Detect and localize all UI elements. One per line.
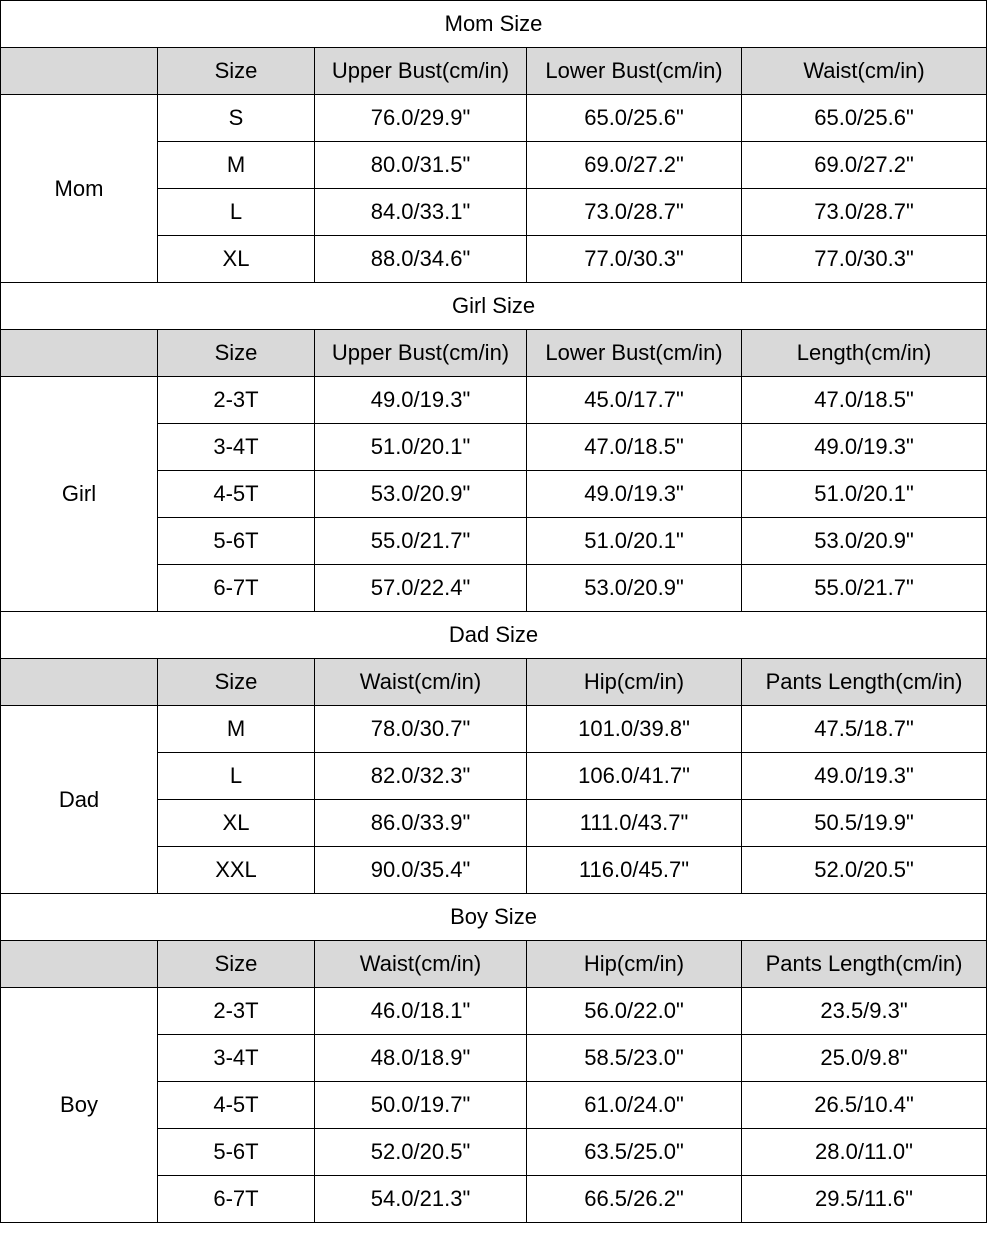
column-header xyxy=(1,330,158,377)
column-header: Waist(cm/in) xyxy=(315,941,527,988)
measurement-cell: 116.0/45.7" xyxy=(527,847,742,894)
size-cell: XL xyxy=(158,236,315,283)
column-header: Pants Length(cm/in) xyxy=(742,941,987,988)
column-header: Size xyxy=(158,330,315,377)
section-title-row xyxy=(1,612,987,659)
measurement-cell: 55.0/21.7" xyxy=(742,565,987,612)
person-label: Mom xyxy=(1,95,158,283)
size-cell: XXL xyxy=(158,847,315,894)
measurement-cell: 51.0/20.1" xyxy=(315,424,527,471)
measurement-cell: 73.0/28.7" xyxy=(742,189,987,236)
column-header: Size xyxy=(158,48,315,95)
size-cell: S xyxy=(158,95,315,142)
measurement-cell: 65.0/25.6" xyxy=(742,95,987,142)
measurement-cell: 45.0/17.7" xyxy=(527,377,742,424)
measurement-cell: 49.0/19.3" xyxy=(315,377,527,424)
size-cell: 2-3T xyxy=(158,377,315,424)
measurement-cell: 52.0/20.5" xyxy=(315,1129,527,1176)
person-label: Dad xyxy=(1,706,158,894)
size-chart-body xyxy=(1,1,987,1223)
size-cell: 3-4T xyxy=(158,1035,315,1082)
size-cell: 4-5T xyxy=(158,471,315,518)
measurement-cell: 53.0/20.9" xyxy=(315,471,527,518)
measurement-cell: 26.5/10.4" xyxy=(742,1082,987,1129)
size-cell: 6-7T xyxy=(158,1176,315,1223)
size-cell: M xyxy=(158,706,315,753)
measurement-cell: 50.5/19.9" xyxy=(742,800,987,847)
measurement-cell: 77.0/30.3" xyxy=(742,236,987,283)
measurement-cell: 77.0/30.3" xyxy=(527,236,742,283)
measurement-cell: 88.0/34.6" xyxy=(315,236,527,283)
measurement-cell: 58.5/23.0" xyxy=(527,1035,742,1082)
column-header: Hip(cm/in) xyxy=(527,659,742,706)
measurement-cell: 51.0/20.1" xyxy=(742,471,987,518)
column-header: Waist(cm/in) xyxy=(742,48,987,95)
column-header: Size xyxy=(158,659,315,706)
section-title: Boy Size xyxy=(1,894,987,941)
size-cell: 5-6T xyxy=(158,518,315,565)
size-cell: L xyxy=(158,753,315,800)
size-cell: XL xyxy=(158,800,315,847)
column-header xyxy=(1,48,158,95)
measurement-cell: 53.0/20.9" xyxy=(742,518,987,565)
measurement-cell: 52.0/20.5" xyxy=(742,847,987,894)
table-row xyxy=(1,377,987,424)
column-header: Hip(cm/in) xyxy=(527,941,742,988)
header-row xyxy=(1,659,987,706)
measurement-cell: 47.0/18.5" xyxy=(527,424,742,471)
table-row xyxy=(1,706,987,753)
measurement-cell: 50.0/19.7" xyxy=(315,1082,527,1129)
table-row xyxy=(1,988,987,1035)
measurement-cell: 76.0/29.9" xyxy=(315,95,527,142)
column-header: Size xyxy=(158,941,315,988)
column-header xyxy=(1,941,158,988)
section-title: Mom Size xyxy=(1,1,987,48)
measurement-cell: 23.5/9.3" xyxy=(742,988,987,1035)
section-title: Girl Size xyxy=(1,283,987,330)
column-header: Lower Bust(cm/in) xyxy=(527,330,742,377)
measurement-cell: 51.0/20.1" xyxy=(527,518,742,565)
measurement-cell: 47.0/18.5" xyxy=(742,377,987,424)
measurement-cell: 29.5/11.6" xyxy=(742,1176,987,1223)
size-cell: 4-5T xyxy=(158,1082,315,1129)
measurement-cell: 63.5/25.0" xyxy=(527,1129,742,1176)
measurement-cell: 66.5/26.2" xyxy=(527,1176,742,1223)
column-header: Upper Bust(cm/in) xyxy=(315,48,527,95)
measurement-cell: 90.0/35.4" xyxy=(315,847,527,894)
size-cell: 6-7T xyxy=(158,565,315,612)
measurement-cell: 84.0/33.1" xyxy=(315,189,527,236)
column-header: Upper Bust(cm/in) xyxy=(315,330,527,377)
measurement-cell: 73.0/28.7" xyxy=(527,189,742,236)
section-title: Dad Size xyxy=(1,612,987,659)
header-row xyxy=(1,48,987,95)
section-title-row xyxy=(1,283,987,330)
measurement-cell: 61.0/24.0" xyxy=(527,1082,742,1129)
size-cell: 3-4T xyxy=(158,424,315,471)
measurement-cell: 49.0/19.3" xyxy=(527,471,742,518)
person-label: Boy xyxy=(1,988,158,1223)
measurement-cell: 49.0/19.3" xyxy=(742,753,987,800)
column-header: Pants Length(cm/in) xyxy=(742,659,987,706)
measurement-cell: 53.0/20.9" xyxy=(527,565,742,612)
column-header: Length(cm/in) xyxy=(742,330,987,377)
measurement-cell: 48.0/18.9" xyxy=(315,1035,527,1082)
measurement-cell: 28.0/11.0" xyxy=(742,1129,987,1176)
header-row xyxy=(1,330,987,377)
size-cell: L xyxy=(158,189,315,236)
measurement-cell: 78.0/30.7" xyxy=(315,706,527,753)
measurement-cell: 86.0/33.9" xyxy=(315,800,527,847)
measurement-cell: 57.0/22.4" xyxy=(315,565,527,612)
measurement-cell: 65.0/25.6" xyxy=(527,95,742,142)
size-cell: 2-3T xyxy=(158,988,315,1035)
size-cell: 5-6T xyxy=(158,1129,315,1176)
section-title-row xyxy=(1,894,987,941)
table-row xyxy=(1,95,987,142)
column-header xyxy=(1,659,158,706)
column-header: Lower Bust(cm/in) xyxy=(527,48,742,95)
measurement-cell: 101.0/39.8" xyxy=(527,706,742,753)
person-label: Girl xyxy=(1,377,158,612)
measurement-cell: 111.0/43.7" xyxy=(527,800,742,847)
measurement-cell: 80.0/31.5" xyxy=(315,142,527,189)
size-cell: M xyxy=(158,142,315,189)
section-title-row xyxy=(1,1,987,48)
measurement-cell: 54.0/21.3" xyxy=(315,1176,527,1223)
measurement-cell: 46.0/18.1" xyxy=(315,988,527,1035)
measurement-cell: 25.0/9.8" xyxy=(742,1035,987,1082)
header-row xyxy=(1,941,987,988)
measurement-cell: 69.0/27.2" xyxy=(527,142,742,189)
measurement-cell: 47.5/18.7" xyxy=(742,706,987,753)
measurement-cell: 82.0/32.3" xyxy=(315,753,527,800)
measurement-cell: 55.0/21.7" xyxy=(315,518,527,565)
measurement-cell: 106.0/41.7" xyxy=(527,753,742,800)
measurement-cell: 56.0/22.0" xyxy=(527,988,742,1035)
column-header: Waist(cm/in) xyxy=(315,659,527,706)
measurement-cell: 49.0/19.3" xyxy=(742,424,987,471)
measurement-cell: 69.0/27.2" xyxy=(742,142,987,189)
